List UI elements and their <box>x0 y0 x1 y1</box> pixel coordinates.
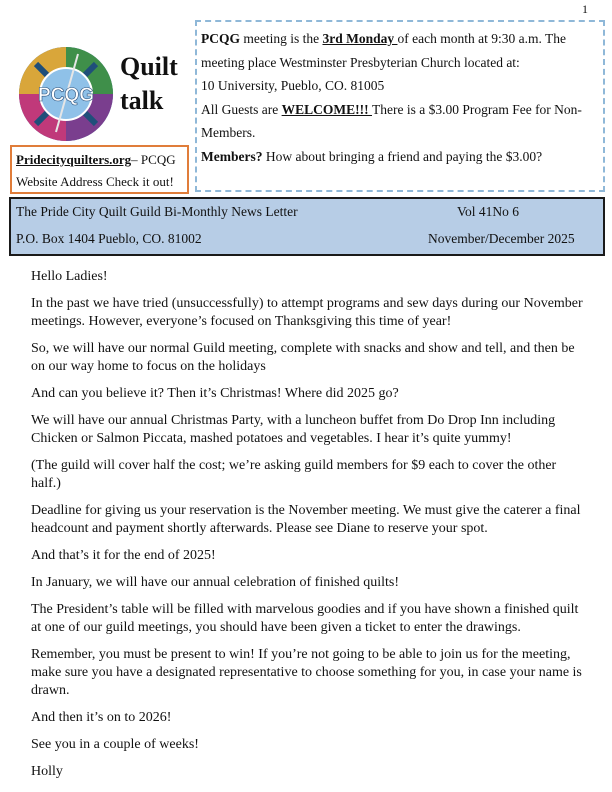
paragraph: Remember, you must be present to win! If you’re not going to be able to join us for the meeting, make sure you have a designated representative to choose something for you, in case your name is drawn. <box>31 647 582 698</box>
guests-text: All Guests are <box>201 101 282 117</box>
paragraph: And that’s it for the end of 2025! <box>31 548 216 563</box>
website-box <box>10 145 189 194</box>
title-line-1: Quilt <box>120 52 178 81</box>
meeting-info-box <box>195 20 605 192</box>
meeting-line-5: Members. <box>201 125 256 140</box>
meeting-day: 3rd Monday <box>322 31 398 46</box>
newsletter-banner <box>9 197 605 256</box>
mailing-address: P.O. Box 1404 Pueblo, CO. 81002 <box>16 231 202 246</box>
paragraph: (The guild will cover half the cost; we’re asking guild members for $9 each to cover the other half.) <box>31 458 557 491</box>
paragraph: Hello Ladies! <box>31 269 108 284</box>
paragraph: In the past we have tried (unsuccessfully) to attempt programs and sew days during our November meetings. However, everyone’s focused on Thanksgiving this time of year! <box>31 296 583 329</box>
svg-text:PCQG: PCQG <box>38 85 94 106</box>
paragraph: Deadline for giving us your reservation is the November meeting. We must give the caterer a final headcount and payment shortly afterwards. Please see Diane to reserve your spot. <box>31 503 581 536</box>
fee-text: There is a $3.00 Program Fee for Non- <box>371 101 582 117</box>
pcqg-logo <box>16 44 116 144</box>
title-line-2: talk <box>120 86 164 115</box>
letter-body <box>31 268 587 790</box>
members-question: Members? <box>201 148 263 164</box>
meeting-time: of each month at 9:30 a.m. The <box>397 31 566 46</box>
members-text: How about bringing a friend and paying the $3.00? <box>262 148 543 164</box>
paragraph: And then it’s on to 2026! <box>31 710 172 725</box>
meeting-line-4 <box>201 98 599 122</box>
page-number: 1 <box>582 2 588 16</box>
website-line-2: Website Address Check it out! <box>16 174 174 189</box>
welcome-text: WELCOME!!! <box>281 101 372 117</box>
website-suffix: – PCQG <box>131 152 176 167</box>
paragraph: The President’s table will be filled with marvelous goodies and if you have shown a finished quilt at one of our guild meetings, you should have been given a ticket to enter the drawings. <box>31 602 579 635</box>
meeting-line-1 <box>201 27 599 51</box>
paragraph: See you in a couple of weeks! <box>31 737 199 752</box>
volume-number: Vol 41No 6 <box>457 204 520 219</box>
website-link[interactable]: Pridecityquilters.org <box>16 152 132 167</box>
newsletter-name: The Pride City Quilt Guild Bi-Monthly News Letter <box>16 204 298 219</box>
paragraph: In January, we will have our annual celebration of finished quilts! <box>31 575 400 590</box>
meeting-line-6 <box>201 145 599 169</box>
paragraph: And can you believe it? Then it’s Christmas! Where did 2025 go? <box>31 386 399 401</box>
meeting-text: meeting is the <box>240 31 323 46</box>
meeting-line-2: meeting place Westminster Presbyterian Church located at: <box>201 54 520 70</box>
issue-date: November/December 2025 <box>428 231 575 246</box>
signature: Holly <box>31 764 63 779</box>
paragraph: We will have our annual Christmas Party, with a luncheon buffet from Do Drop Inn including Chicken or Salmon Piccata, mashed potatoes and vegetables. I hear it’s quite yummy! <box>31 413 556 446</box>
org-abbrev: PCQG <box>201 31 240 46</box>
paragraph: So, we will have our normal Guild meeting, complete with snacks and show and tell, and then be on our way home to focus on the holidays <box>31 341 575 374</box>
newsletter-title <box>120 50 178 118</box>
meeting-address: 10 University, Pueblo, CO. 81005 <box>201 78 385 93</box>
website-line-1 <box>16 149 183 171</box>
